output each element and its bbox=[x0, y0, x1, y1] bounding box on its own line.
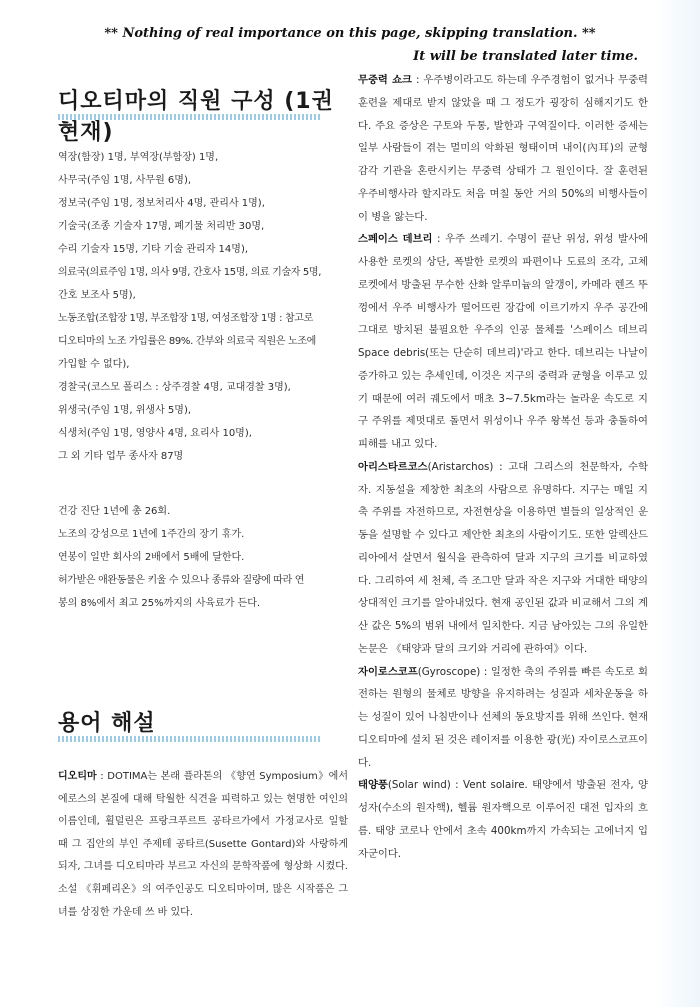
benefits-list bbox=[58, 500, 348, 615]
staff-line: 의료국(의료주임 1명, 의사 9명, 간호사 15명, 의료 기술자 5명, bbox=[58, 267, 322, 278]
staff-line: 디오티마의 노조 가입률은 89%. 간부와 의료국 직원은 노조에 bbox=[58, 336, 316, 347]
staff-line: 노동조합(조합장 1명, 부조합장 1명, 여성조합장 1명 : 참고로 bbox=[58, 313, 313, 324]
staff-line: 기술국(조종 기술자 17명, 폐기물 처리반 30명, bbox=[58, 221, 265, 232]
staff-line: 정보국(주임 1명, 정보처리사 4명, 관리사 1명), bbox=[58, 198, 265, 209]
header-note-sub: It will be translated later time. bbox=[413, 49, 638, 64]
benefit-line: 허가받은 애완동물은 키울 수 있으나 종류와 질량에 따라 연 bbox=[58, 575, 305, 586]
glossary-entry bbox=[358, 228, 648, 456]
staff-line: 경찰국(코스모 폴리스 : 상주경찰 4명, 교대경찰 3명), bbox=[58, 382, 291, 393]
staff-line: 간호 보조사 5명), bbox=[58, 290, 136, 301]
glossary-term: 아리스타르코스 bbox=[358, 460, 428, 473]
glossary-title-underline bbox=[58, 736, 320, 742]
glossary-entry bbox=[358, 69, 648, 228]
glossary-entry bbox=[58, 766, 348, 924]
staff-line: 역장(함장) 1명, 부역장(부함장) 1명, bbox=[58, 152, 219, 163]
staff-line: 식생처(주임 1명, 영양사 4명, 요리사 10명), bbox=[58, 428, 252, 439]
glossary-entry bbox=[358, 456, 648, 661]
glossary-text: (Aristarchos) : 고대 그리스의 천문학자, 수학자. 지동설을 제창한 최초의 사람으로 유명하다. 지구는 매일 지축 주위를 자전하므로, 자전현상을 이용하면 별들의 일상적인 운동을 설명할 수 있다고 제안한 최초의 사람이기도. 또한 알렉산드리아에서 살면서 월식을 관측하여 달과 지구의 크기를 비교하였다. 그리하여 세 천체, 즉 조그만 달과 작은 지구와 거대한 태양의 상대적인 크기를 알아내었다. 현재 공인된 값과 비교해서 그의 계산 값은 5%의 범위 내에서 일치한다. 지금 남아있는 그의 유일한 논문은 《태양과 달의 크기와 거리에 관하여》이다. bbox=[358, 460, 648, 655]
staff-section-title: 디오티마의 직원 구성 (1권 현재) bbox=[58, 89, 334, 145]
glossary-text: (Gyroscope) : 일정한 축의 주위를 빠른 속도로 회전하는 원형의 물체로 방향을 유지하려는 성질과 세차운동을 하는 성질이 있어 나침반이나 선체의 동요방지를 위해 쓰인다. 현재 디오티마에 설치 된 것은 레이저를 이용한 광(光) 자이로스코프이다. bbox=[358, 665, 648, 769]
glossary-text: : DOTIMA는 본래 플라톤의 《향연 Symposium》에서 에로스의 본질에 대해 탁월한 식견을 피력하고 있는 현명한 여인의 이름인데, 횔덜린은 프랑크푸르트 공타르가에서 가정교사로 일할 때 그 집안의 부인 주제테 공타르(Susette Gontard)와 사랑하게 되자, 그녀를 디오티마라 부르고 자신의 문학작품에 형상화 시켰다. 소설 《휘페리온》의 여주인공도 디오티마이며, 많은 시작품은 그녀를 상징한 가운데 쓰 바 있다. bbox=[58, 771, 348, 918]
glossary-continued bbox=[358, 69, 648, 865]
glossary-text: (Solar wind) : Vent solaire. 태양에서 방출된 전자, 양성자(수소의 원자핵), 헬륨 원자핵으로 이루어진 대전 입자의 흐름. 태양 코로나 안에서 초속 400km까지 가속되는 고에너지 입자군이다. bbox=[358, 779, 648, 860]
glossary-section-title: 용어 해설 bbox=[58, 711, 156, 736]
glossary-term: 태양풍 bbox=[358, 779, 388, 792]
staff-title-underline bbox=[58, 114, 320, 120]
staff-line: 사무국(주임 1명, 사무원 6명), bbox=[58, 175, 192, 186]
glossary-entry bbox=[358, 774, 648, 865]
benefit-line: 연봉이 일반 회사의 2배에서 5배에 달한다. bbox=[58, 552, 245, 563]
glossary-term: 자이로스코프 bbox=[358, 665, 418, 678]
glossary-term: 디오티마 bbox=[58, 771, 97, 782]
benefit-line: 건강 진단 1년에 총 26회. bbox=[58, 506, 171, 517]
benefit-line: 노조의 강성으로 1년에 1주간의 장기 휴가. bbox=[58, 529, 245, 540]
glossary-text: : 우주 쓰레기. 수명이 끝난 위성, 위성 발사에 사용한 로켓의 상단, 폭발한 로켓의 파편이나 도료의 조각, 고체 로켓에서 방출된 무수한 산화 알루미늄의 알갱이, 카메라 렌즈 뚜껑에서 우주 비행사가 떨어뜨린 장갑에 이르기까지 우주 공간에 그대로 방치된 불필요한 우주의 인공 물체를 '스페이스 데브리 Space debris(또는 단순히 데브리)'라고 한다. 데브리는 나날이 증가하고 있는 추세인데, 이것은 지구의 중력과 균형을 이루고 있기 때문에 여러 궤도에서 매초 3~7.5km라는 놀라운 속도로 지구 주위를 제멋대로 돌면서 위성이나 우주 왕복선 등과 충돌하여 피해를 내고 있다. bbox=[358, 233, 649, 450]
glossary-term: 스페이스 데브리 bbox=[358, 233, 433, 246]
benefit-line: 봉의 8%에서 최고 25%까지의 사육료가 든다. bbox=[58, 598, 261, 609]
page-edge-shade bbox=[656, 0, 700, 1007]
glossary-term: 무중력 쇼크 bbox=[358, 74, 412, 86]
staff-line: 수리 기술자 15명, 기타 기술 관리자 14명), bbox=[58, 244, 249, 255]
glossary-entry bbox=[358, 661, 648, 775]
staff-list bbox=[58, 146, 348, 468]
staff-line: 가입할 수 없다), bbox=[58, 359, 130, 370]
staff-line: 그 외 기타 업무 종사자 87명 bbox=[58, 451, 184, 462]
glossary-text: : 우주병이라고도 하는데 우주경험이 없거나 무중력 훈련을 제대로 받지 않았을 때 그 정도가 굉장히 심해지기도 한다. 주요 증상은 구토와 두통, 발한과 구역질이다. 이러한 증세는 일부 사람들이 겪는 멀미의 악화된 형태이며 내이(內耳)의 균형감각 기관을 혼란시키는 무중력 상태가 그 원인이다. 잘 훈련된 우주비행사라 할지라도 처음 며칠 동안 거의 50%의 비행사들이 이 병을 앓는다. bbox=[358, 74, 648, 223]
staff-line: 위생국(주임 1명, 위생사 5명), bbox=[58, 405, 192, 416]
header-note: ** Nothing of real importance on this page, skipping translation. ** bbox=[104, 26, 596, 41]
